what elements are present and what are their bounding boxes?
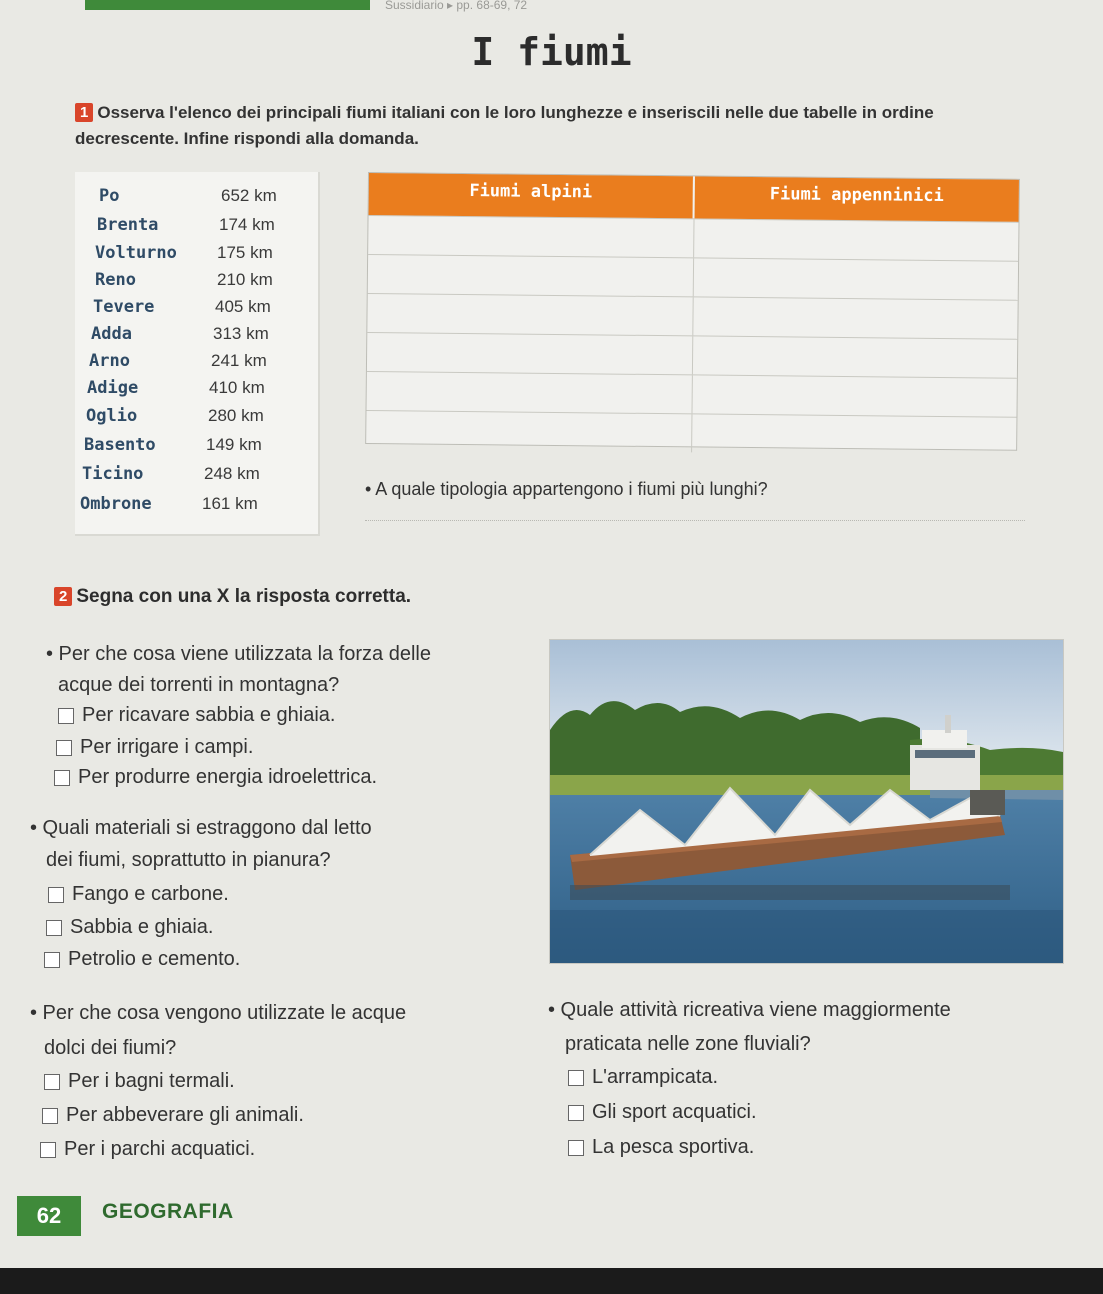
river-item: Oglio 280 km <box>86 406 264 426</box>
checkbox[interactable] <box>44 1074 60 1090</box>
river-item: Ombrone 161 km <box>80 494 258 514</box>
table-cell-alpine[interactable] <box>366 411 692 452</box>
river-item: Reno 210 km <box>95 270 273 290</box>
river-item: Tevere 405 km <box>93 297 271 317</box>
table-cell-alpine[interactable] <box>368 255 694 296</box>
answer-option[interactable]: Gli sport acquatici. <box>568 1101 757 1124</box>
exercise-1-question: • A quale tipologia appartengono i fiumi più lunghi? <box>365 479 768 499</box>
answer-line[interactable] <box>365 520 1025 521</box>
table-row <box>366 410 1016 456</box>
river-item: Adda 313 km <box>91 324 269 344</box>
page-number: 62 <box>17 1196 81 1236</box>
answer-option[interactable]: Per ricavare sabbia e ghiaia. <box>58 704 335 727</box>
table-cell-apennine[interactable] <box>692 414 1017 455</box>
page-title: I fiumi <box>471 30 632 74</box>
answer-option[interactable]: Per i parchi acquatici. <box>40 1138 255 1161</box>
table-row <box>368 254 1018 300</box>
answer-option[interactable]: L'arrampicata. <box>568 1066 718 1089</box>
table-cell-apennine[interactable] <box>693 297 1018 338</box>
river-item: Volturno 175 km <box>95 243 273 263</box>
river-item: Ticino 248 km <box>82 464 260 484</box>
river-classification-table <box>365 172 1020 451</box>
answer-option[interactable]: Per i bagni termali. <box>44 1070 235 1093</box>
exercise-2-number: 2 <box>54 587 72 606</box>
answer-option[interactable]: Per produrre energia idroelettrica. <box>54 766 377 789</box>
table-header-alpine: Fiumi alpini <box>369 173 693 218</box>
river-list <box>75 172 320 536</box>
answer-option[interactable]: La pesca sportiva. <box>568 1136 754 1159</box>
subject-label: GEOGRAFIA <box>102 1200 234 1223</box>
river-item: Adige 410 km <box>87 378 265 398</box>
exercise-2-text: Segna con una X la risposta corretta. <box>76 586 412 607</box>
table-header-apennine: Fiumi appenninici <box>693 176 1019 221</box>
header-reference: Sussidiario ▸ pp. 68-69, 72 <box>385 0 528 12</box>
answer-option[interactable]: Petrolio e cemento. <box>44 948 240 971</box>
question-text: dolci dei fiumi? <box>44 1037 177 1059</box>
table-cell-alpine[interactable] <box>368 216 694 257</box>
exercise-1-text: Osserva l'elenco dei principali fiumi italiani con le loro lunghezze e inseriscili nelle due tabelle in ordine decrescente. Infine rispondi alla domanda. <box>75 103 934 148</box>
checkbox[interactable] <box>46 920 62 936</box>
table-cell-alpine[interactable] <box>367 372 693 413</box>
barge-photo <box>550 640 1063 963</box>
table-cell-apennine[interactable] <box>694 219 1019 260</box>
table-cell-apennine[interactable] <box>693 258 1018 299</box>
barge-illustration <box>550 640 1063 963</box>
header-color-bar <box>85 0 370 10</box>
checkbox[interactable] <box>58 708 74 724</box>
answer-option[interactable]: Per abbeverare gli animali. <box>42 1104 304 1127</box>
checkbox[interactable] <box>568 1105 584 1121</box>
answer-option[interactable]: Sabbia e ghiaia. <box>46 916 213 939</box>
table-header-row <box>369 173 1019 222</box>
table-row <box>367 293 1017 339</box>
river-item: Po 652 km <box>99 186 277 206</box>
answer-option[interactable]: Per irrigare i campi. <box>56 736 253 759</box>
checkbox[interactable] <box>568 1140 584 1156</box>
question-text: • Quale attività ricreativa viene maggiormente <box>548 999 951 1021</box>
river-item: Brenta 174 km <box>97 215 275 235</box>
question-text: • Per che cosa viene utilizzata la forza delle <box>46 643 431 665</box>
table-row <box>367 332 1017 378</box>
table-cell-alpine[interactable] <box>367 294 693 335</box>
exercise-1-number: 1 <box>75 103 93 122</box>
question-text: praticata nelle zone fluviali? <box>565 1033 811 1055</box>
checkbox[interactable] <box>568 1070 584 1086</box>
checkbox[interactable] <box>48 887 64 903</box>
checkbox[interactable] <box>42 1108 58 1124</box>
question-text: • Quali materiali si estraggono dal letto <box>30 817 372 839</box>
table-cell-alpine[interactable] <box>367 333 693 374</box>
table-cell-apennine[interactable] <box>692 375 1017 416</box>
question-text: acque dei torrenti in montagna? <box>58 674 340 696</box>
checkbox[interactable] <box>40 1142 56 1158</box>
checkbox[interactable] <box>56 740 72 756</box>
river-item: Arno 241 km <box>89 351 267 371</box>
table-row <box>368 215 1018 261</box>
table-row <box>367 371 1017 417</box>
checkbox[interactable] <box>44 952 60 968</box>
exercise-2-instructions <box>54 586 411 608</box>
river-item: Basento 149 km <box>84 435 262 455</box>
answer-option[interactable]: Fango e carbone. <box>48 883 229 906</box>
exercise-1-instructions <box>75 100 1005 152</box>
question-text: dei fiumi, soprattutto in pianura? <box>46 849 331 871</box>
question-text: • Per che cosa vengono utilizzate le acque <box>30 1002 407 1024</box>
checkbox[interactable] <box>54 770 70 786</box>
table-cell-apennine[interactable] <box>692 336 1017 377</box>
